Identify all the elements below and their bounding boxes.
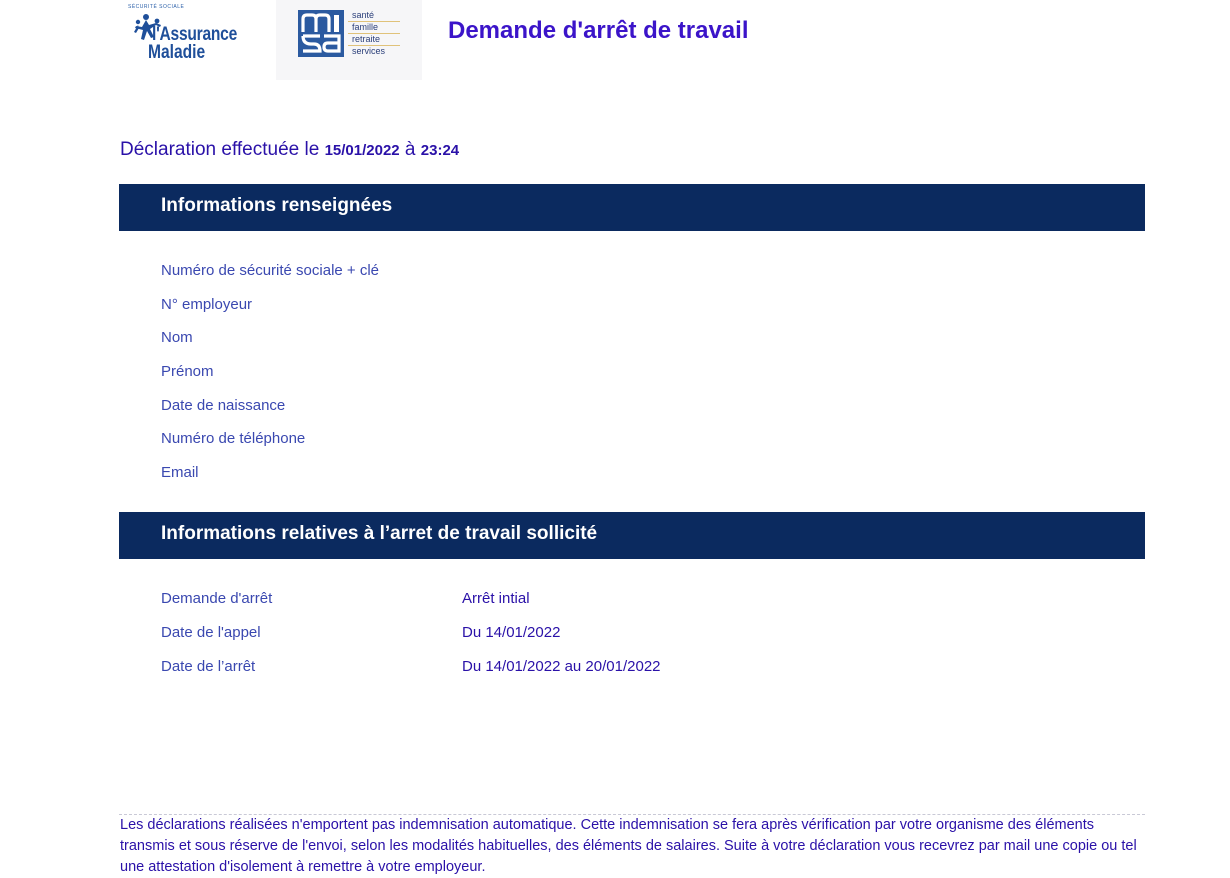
msa-logo — [276, 0, 422, 80]
field-value-date-appel: Du 14/01/2022 — [462, 624, 561, 641]
field-label-demande-arret: Demande d'arrêt — [161, 590, 273, 607]
section-title: Informations renseignées — [161, 195, 393, 216]
msa-line-famille: famille — [348, 21, 400, 33]
field-value-demande-arret: Arrêt intial — [462, 590, 530, 607]
section-bar-informations-renseignees — [119, 184, 1145, 231]
msa-monogram-icon — [298, 10, 344, 57]
declaration-time: 23:24 — [420, 142, 460, 159]
msa-tagline — [348, 10, 400, 57]
logo-arc-text: SÉCURITÉ SOCIALE — [128, 4, 185, 10]
declaration-separator: à — [404, 139, 416, 160]
field-label-prenom: Prénom — [161, 363, 214, 380]
page-title: Demande d'arrêt de travail — [448, 17, 749, 44]
field-label-telephone: Numéro de téléphone — [161, 430, 306, 447]
section-bar-arret-travail — [119, 512, 1145, 559]
msa-line-retraite: retraite — [348, 33, 400, 45]
field-value-date-arret: Du 14/01/2022 au 20/01/2022 — [462, 658, 661, 675]
declaration-date: 15/01/2022 — [324, 142, 400, 159]
field-label-email: Email — [161, 464, 199, 481]
msa-line-sante: santé — [352, 10, 375, 20]
logo-text-assurance: l'Assurance — [152, 24, 238, 45]
field-label-date-naissance: Date de naissance — [161, 397, 286, 414]
page-header — [0, 0, 1230, 80]
footer-disclaimer: Les déclarations réalisées n'emportent pas indemnisation automatique. Cette indemnisation se fera après vérification par votre organisme des éléments transmis et sous réserve de l'envoi, selon les modalités habituelles, des éléments de salaires. Suite à votre déclaration vous recevrez par mail une copie ou tel une attestation d'isolement à remettre à votre employeur. — [120, 817, 1137, 875]
field-label-nss: Numéro de sécurité sociale + clé — [161, 262, 380, 279]
field-label-date-appel: Date de l'appel — [161, 624, 261, 641]
field-label-nom: Nom — [161, 329, 193, 346]
field-label-date-arret: Date de l’arrêt — [161, 658, 256, 675]
assurance-maladie-logo — [128, 4, 268, 66]
declaration-line — [120, 139, 459, 161]
logo-text-maladie: Maladie — [148, 42, 206, 63]
section-title: Informations relatives à l’arret de travail sollicité — [161, 523, 598, 544]
msa-line-services: services — [348, 45, 400, 57]
declaration-prefix: Déclaration effectuée le — [120, 139, 320, 160]
field-label-employeur: N° employeur — [161, 296, 253, 313]
